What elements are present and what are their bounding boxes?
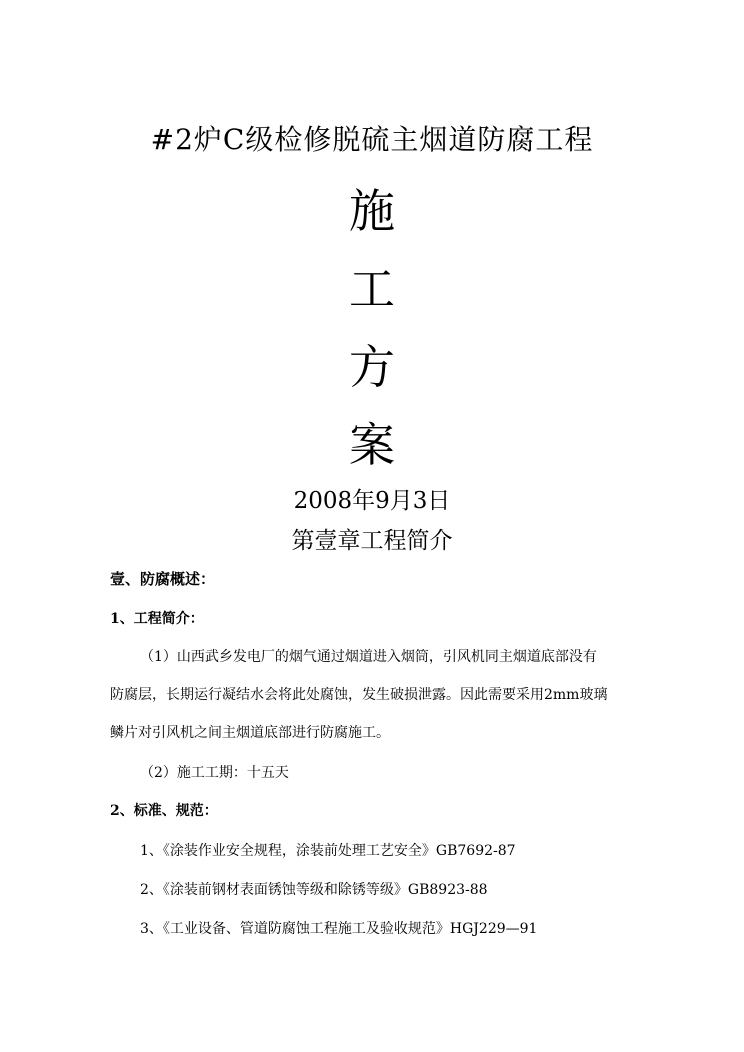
paragraph-line: 鳞片对引风机之间主烟道底部进行防腐施工。 — [110, 725, 390, 741]
cover-char-fang: 方 — [349, 340, 395, 394]
document-date: 2008年9月3日 — [293, 488, 451, 514]
cover-char-an: 案 — [349, 418, 395, 472]
document-title: #2炉C级检修脱硫主烟道防腐工程 — [150, 123, 594, 156]
paragraph-line: （1）山西武乡发电厂的烟气通过烟道进入烟筒，引风机同主烟道底部没有 — [140, 649, 597, 665]
construction-period: （2）施工工期：十五天 — [140, 765, 289, 781]
subheading-project-intro: 1、工程简介： — [110, 611, 204, 627]
subheading-standards: 2、标准、规范： — [110, 803, 218, 819]
section-heading: 壹、防腐概述： — [110, 570, 216, 588]
paragraph-line: 防腐层，长期运行凝结水会将此处腐蚀，发生破损泄露。因此需要采用2mm玻璃 — [110, 687, 608, 703]
chapter-title: 第壹章工程简介 — [291, 528, 453, 554]
cover-char-shi: 施 — [349, 184, 395, 238]
standard-item: 2、《涂装前钢材表面锈蚀等级和除锈等级》GB8923-88 — [140, 882, 488, 898]
standard-item: 3、《工业设备、管道防腐蚀工程施工及验收规范》HGJ229—91 — [140, 921, 538, 937]
cover-char-gong: 工 — [349, 262, 395, 316]
standard-item: 1、《涂装作业安全规程，涂装前处理工艺安全》GB7692-87 — [140, 843, 516, 859]
